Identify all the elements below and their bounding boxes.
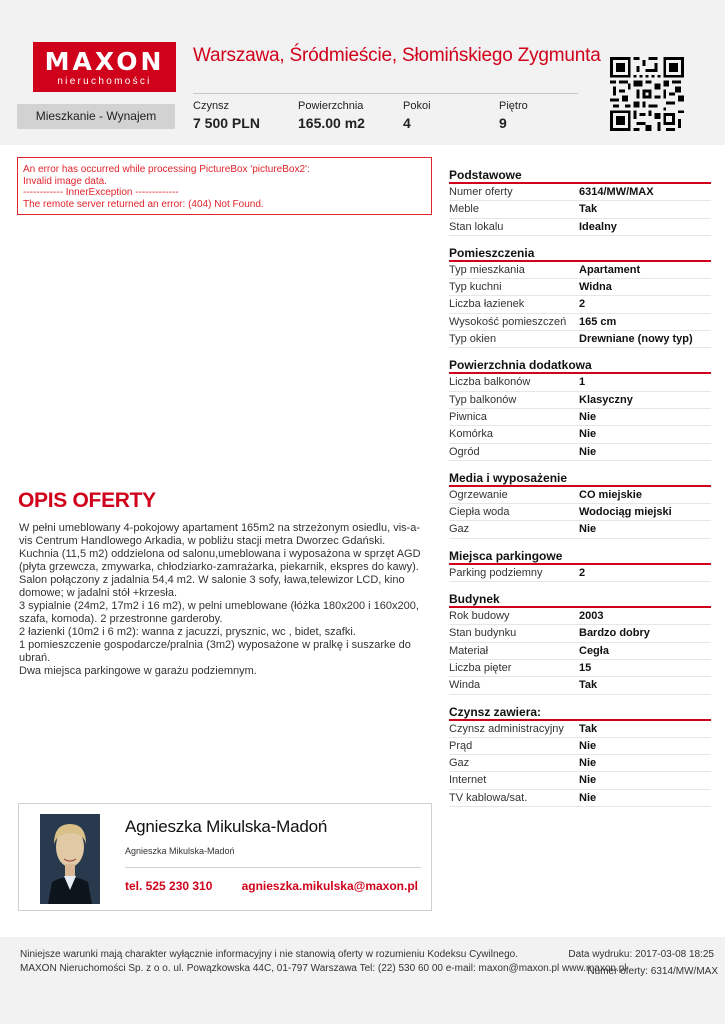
details-section-title: Miejsca parkingowe [449, 548, 711, 565]
details-section-title: Budynek [449, 591, 711, 608]
details-row-value: Nie [579, 410, 597, 423]
maxon-logo [33, 42, 176, 92]
description-paragraph: W pełni umeblowany 4-pokojowy apartament 165m2 na strzeżonym osiedlu, vis-a-vis Centrum Handlowego Arkadia, w pobliżu stacji metra Dworzec Gdański. [19, 522, 421, 547]
agent-name: Agnieszka Mikulska-Madoń [125, 817, 328, 836]
details-row-label: Gaz [449, 523, 470, 536]
details-row-label: Piwnica [449, 410, 487, 423]
description-body [19, 522, 424, 678]
description-paragraph: Kuchnia (11,5 m2) oddzielona od salonu,umeblowana i wyposażona w sprzęt AGD (płyta grzewcza, zmywarka, chłodziarko-zamrażarka, piekarnik, ekspres do kawy). [19, 548, 421, 573]
fact-label: Pokoi [403, 100, 431, 112]
details-section-title: Pomieszczenia [449, 245, 711, 262]
details-row-label: Komórka [449, 428, 494, 441]
logo-brand: MAXON [44, 47, 165, 76]
fact-rooms [403, 100, 431, 131]
details-section [449, 470, 711, 539]
details-section-title: Media i wyposażenie [449, 470, 711, 487]
fact-rent [193, 100, 260, 131]
fact-value: 9 [499, 115, 507, 131]
details-row-label: Internet [449, 774, 487, 787]
details-row-value: CO miejskie [579, 488, 642, 501]
details-row-value: Tak [579, 203, 598, 216]
fact-floor [499, 100, 528, 131]
offer-type-badge: Mieszkanie - Wynajem [17, 104, 175, 129]
details-row [449, 660, 711, 677]
details-row [449, 643, 711, 660]
agent-phone-link[interactable]: tel. 525 230 310 [125, 879, 213, 893]
details-row-value: Tak [579, 722, 598, 735]
details-row-value: Nie [579, 428, 597, 441]
details-row-label: Meble [449, 203, 479, 216]
logo-subtitle: nieruchomości [57, 76, 152, 87]
qr-code-icon [610, 57, 684, 131]
details-row-label: Ogród [449, 445, 480, 458]
agent-card [18, 803, 432, 911]
details-row-label: Prąd [449, 739, 473, 752]
fact-label: Powierzchnia [298, 100, 364, 112]
fact-label: Piętro [499, 100, 528, 112]
details-row [449, 392, 711, 409]
details-row-value: Idealny [579, 220, 617, 233]
details-row [449, 521, 711, 538]
details-row-value: 15 [579, 661, 592, 674]
details-row [449, 772, 711, 789]
page-header [0, 0, 725, 145]
description-paragraph: 3 sypialnie (24m2, 17m2 i 16 m2), w pelni umeblowane (łóżka 180x200 i 160x200, szafa, komoda). 2 przestronne garderoby. [19, 600, 419, 625]
details-row-label: Typ kuchni [449, 281, 502, 294]
details-row-label: Parking podziemny [449, 566, 543, 579]
details-row-label: Typ balkonów [449, 393, 517, 406]
details-row [449, 504, 711, 521]
details-row-value: Drewniane (nowy typ) [579, 333, 693, 346]
details-row [449, 565, 711, 582]
details-section-title: Czynsz zawiera: [449, 704, 711, 721]
details-row-value: Tak [579, 679, 598, 692]
description-title: OPIS OFERTY [18, 489, 156, 512]
fact-area [298, 100, 365, 131]
error-line: Invalid image data. [23, 175, 107, 187]
details-section-title: Powierzchnia dodatkowa [449, 357, 711, 374]
page-footer [0, 937, 725, 1024]
details-row [449, 184, 711, 201]
footer-print-date: Data wydruku: 2017-03-08 18:25 [568, 949, 714, 960]
fact-value: 4 [403, 115, 411, 131]
details-row-value: Nie [579, 757, 597, 770]
fact-value: 7 500 PLN [193, 115, 260, 131]
description-paragraph: Dwa miejsca parkingowe w garażu podziemnym. [19, 665, 257, 677]
details-row [449, 790, 711, 807]
details-row-value: 2003 [579, 610, 604, 623]
details-row-label: Stan lokalu [449, 220, 504, 233]
details-row-value: 2 [579, 298, 586, 311]
details-row [449, 755, 711, 772]
details-row [449, 409, 711, 426]
details-row-value: 165 cm [579, 315, 617, 328]
details-row-label: Czynsz administracyjny [449, 722, 564, 735]
details-section [449, 591, 711, 694]
details-row [449, 219, 711, 236]
details-row-value: 2 [579, 566, 586, 579]
details-row [449, 314, 711, 331]
details-row-value: Apartament [579, 263, 641, 276]
details-row [449, 487, 711, 504]
details-row [449, 625, 711, 642]
details-row-label: Materiał [449, 644, 489, 657]
fact-value: 165.00 m2 [298, 115, 365, 131]
details-row-label: Ogrzewanie [449, 488, 508, 501]
details-row-label: Typ okien [449, 333, 497, 346]
details-row-value: Bardzo dobry [579, 627, 650, 640]
details-row-value: Nie [579, 523, 597, 536]
details-row-value: Widna [579, 281, 612, 294]
agent-divider [125, 867, 421, 868]
details-row-label: TV kablowa/sat. [449, 791, 528, 804]
error-line: An error has occurred while processing PictureBox 'pictureBox2': [23, 164, 310, 175]
details-row-label: Liczba łazienek [449, 298, 525, 311]
description-paragraph: 1 pomieszczenie gospodarcze/pralnia (3m2) wyposażone w pralkę i suszarke do ubrań. [19, 639, 411, 664]
details-row [449, 374, 711, 391]
details-section [449, 704, 711, 807]
details-row [449, 201, 711, 218]
details-row [449, 426, 711, 443]
footer-company: MAXON Nieruchomości Sp. z o o. ul. Powązkowska 44C, 01-797 Warszawa Tel: (22) 530 60 00 e-mail: maxon@maxon.pl www.maxon.pl [20, 963, 627, 974]
details-row [449, 279, 711, 296]
details-row-value: 6314/MW/MAX [579, 186, 654, 198]
details-row [449, 721, 711, 738]
details-row [449, 677, 711, 694]
details-row-value: Wodociąg miejski [579, 506, 672, 519]
agent-subtitle: Agnieszka Mikulska-Madoń [125, 846, 235, 856]
offer-address: Warszawa, Śródmieście, Słomińskiego Zygmunta [193, 45, 601, 66]
details-row-value: Cegła [579, 644, 609, 657]
details-row [449, 296, 711, 313]
details-row [449, 444, 711, 461]
details-row-label: Typ mieszkania [449, 263, 525, 276]
details-row-label: Wysokość pomieszczeń [449, 315, 567, 328]
agent-avatar [40, 814, 100, 904]
error-line: ------------ InnerException ------------- [23, 187, 179, 198]
footer-disclaimer: Niniejsze warunki mają charakter wyłącznie informacyjny i nie stanowią oferty w rozumieniu Kodeksu Cywilnego. [20, 949, 518, 960]
description-paragraph: Salon połączony z jadalnia 54,4 m2. W salonie 3 sofy, ława,telewizor LCD, kino domowe; w jadalni stół +krzesła. [19, 574, 405, 599]
details-row-label: Ciepła woda [449, 506, 510, 519]
details-section [449, 548, 711, 582]
details-row-label: Stan budynku [449, 627, 517, 640]
details-row-label: Liczba balkonów [449, 376, 531, 389]
details-row-value: 1 [579, 376, 586, 389]
details-row-label: Rok budowy [449, 610, 510, 623]
agent-email-link[interactable]: agnieszka.mikulska@maxon.pl [241, 879, 418, 893]
details-section [449, 167, 711, 236]
header-divider [193, 93, 578, 94]
description-paragraph: 2 łazienki (10m2 i 6 m2): wanna z jacuzzi, prysznic, wc , bidet, szafki. [19, 626, 356, 638]
details-section [449, 245, 711, 348]
details-row-label: Winda [449, 679, 481, 692]
details-section [449, 357, 711, 460]
details-row-value: Nie [579, 791, 597, 804]
details-row [449, 262, 711, 279]
fact-label: Czynsz [193, 100, 230, 112]
error-line: The remote server returned an error: (404) Not Found. [23, 198, 264, 210]
details-row [449, 738, 711, 755]
error-message-box [17, 157, 432, 215]
details-row-value: Klasyczny [579, 393, 633, 406]
details-row [449, 331, 711, 348]
details-row-label: Gaz [449, 757, 470, 770]
details-section-title: Podstawowe [449, 167, 711, 184]
details-row-label: Liczba pięter [449, 661, 512, 674]
details-row-value: Nie [579, 774, 597, 787]
details-row [449, 608, 711, 625]
details-column [449, 167, 711, 816]
details-row-value: Nie [579, 445, 597, 458]
details-row-label: Numer oferty [449, 186, 513, 198]
footer-offer-number: Numer oferty: 6314/MW/MAX [587, 966, 718, 977]
details-row-value: Nie [579, 739, 597, 752]
